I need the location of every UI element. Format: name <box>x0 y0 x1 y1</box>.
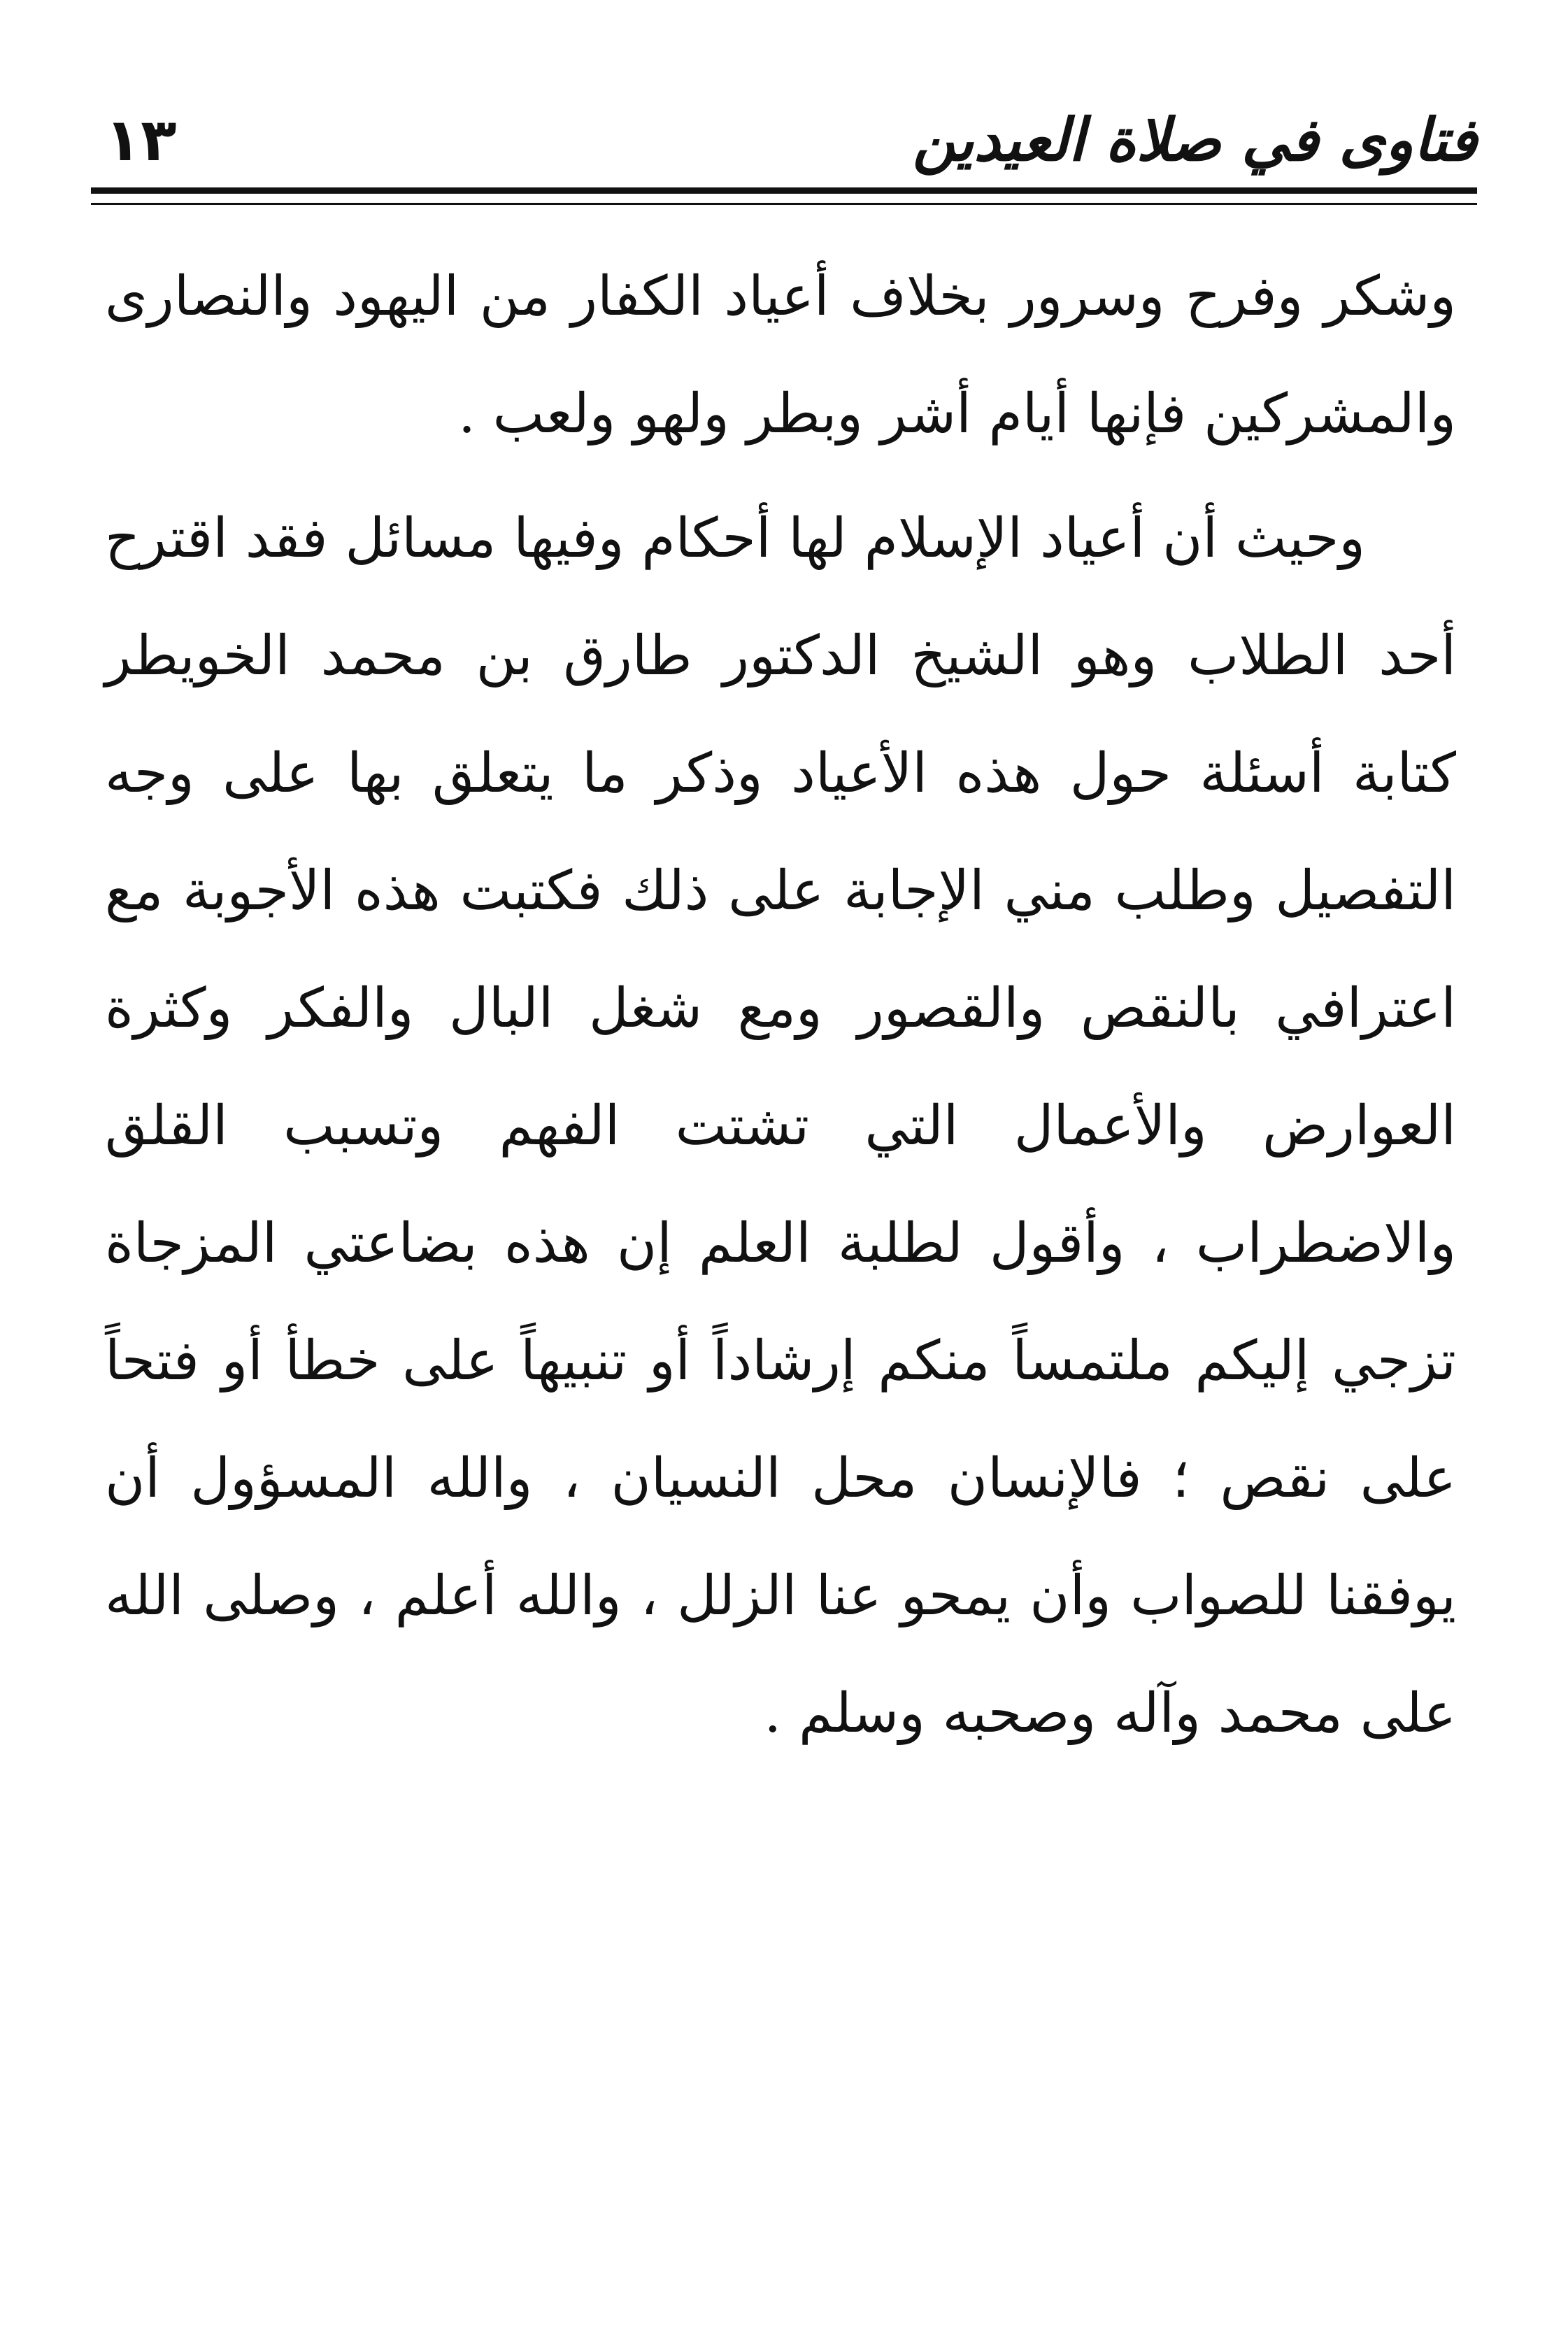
page-number: ١٣ <box>105 106 177 174</box>
header-rule-thick <box>91 187 1477 194</box>
paragraph-2: وحيث أن أعياد الإسلام لها أحكام وفيها مسائل فقد اقترح أحد الطلاب وهو الشيخ الدكتور طارق بن محمد الخويطر كتابة أسئلة حول هذه الأعياد وذكر ما يتعلق بها على وجه التفصيل وطلب مني الإجابة على ذلك فكتبت هذه الأجوبة مع اعترافي بالنقص والقصور ومع شغل البال والفكر وكثرة العوارض والأعمال التي تشتت الفهم وتسبب القلق والاضطراب ، وأقول لطلبة العلم إن هذه بضاعتي المزجاة تزجي إليكم ملتمساً منكم إرشاداً أو تنبيهاً على خطأ أو فتحاً على نقص ؛ فالإنسان محل النسيان ، والله المسؤول أن يوفقنا للصواب وأن يمحو عنا الزلل ، والله أعلم ، وصلى الله على محمد وآله وصحبه وسلم . <box>105 507 1456 1745</box>
running-header <box>91 105 1477 182</box>
body-text <box>105 238 1456 1772</box>
paragraph-1: وشكر وفرح وسرور بخلاف أعياد الكفار من اليهود والنصارى والمشركين فإنها أيام أشر وبطر ولهو ولعب . <box>105 265 1456 446</box>
header-title: فتاوى في صلاة العيدين <box>913 106 1477 174</box>
header-rule-thin <box>91 203 1477 205</box>
